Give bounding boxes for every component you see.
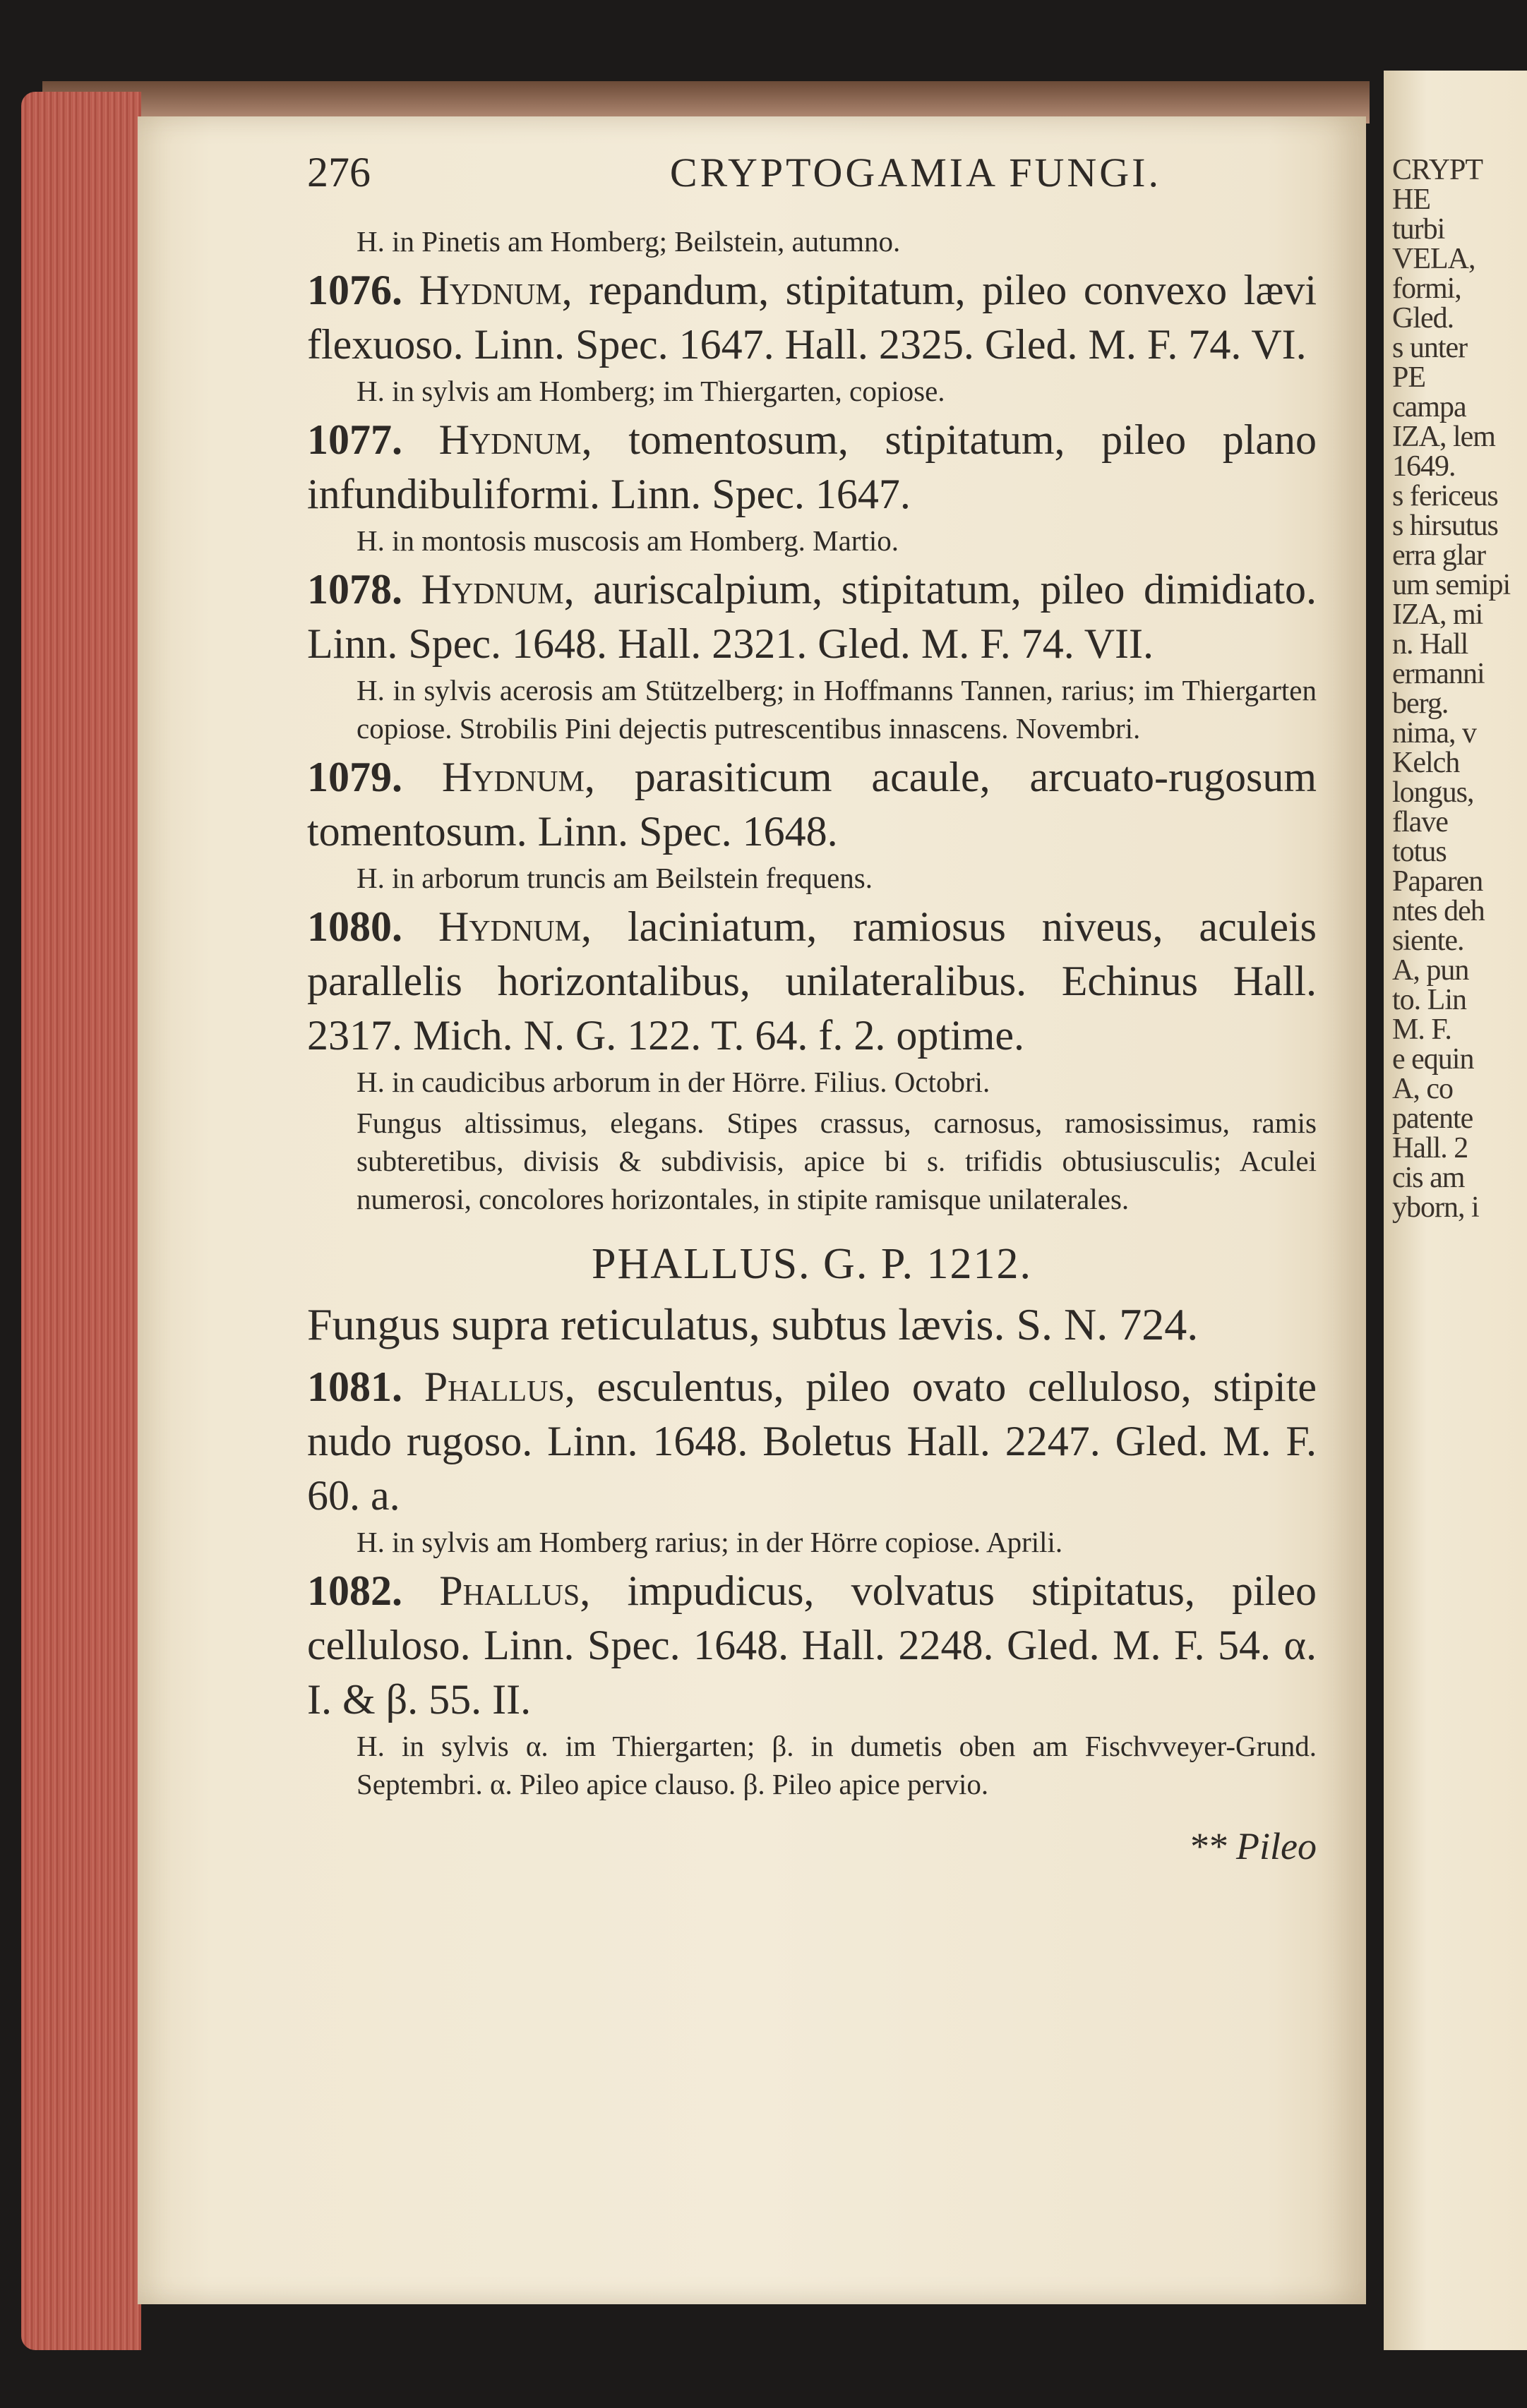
entry-text: repandum, stipitatum, pileo convexo lævi flexuoso. Linn. Spec. 1647. Hall. 2325. Gled. M. F. 74. VI. <box>307 267 1317 368</box>
entry-genus: Hydnum, <box>438 903 628 950</box>
facing-page <box>1384 71 1527 2350</box>
genus-heading: PHALLUS. G. P. 1212. <box>592 1240 1032 1288</box>
species-entry <box>307 750 1317 859</box>
entry-text: esculentus, pileo ovato celluloso, stipite nudo rugoso. Linn. 1648. Boletus Hall. 2247. Gled. M. F. 60. a. <box>307 1363 1317 1519</box>
page-content <box>307 148 1317 1868</box>
entry-text: parasiticum acaule, arcuato-rugosum tomentosum. Linn. Spec. 1648. <box>307 754 1317 855</box>
entry-number: 1082. <box>307 1567 440 1614</box>
species-entry <box>307 1360 1317 1523</box>
entry-number: 1076. <box>307 267 419 313</box>
entry-text: tomentosum, stipitatum, pileo plano infundibuliformi. Linn. Spec. 1647. <box>307 416 1317 517</box>
catchword: ** Pileo <box>1188 1825 1317 1867</box>
entry-number: 1080. <box>307 903 438 950</box>
species-entry <box>307 263 1317 372</box>
habitat-note: H. in caudicibus arborum in der Hörre. Filius. Octobri. <box>357 1066 990 1098</box>
species-entry <box>307 900 1317 1063</box>
running-title: CRYPTOGAMIA FUNGI. <box>669 150 1161 195</box>
entry-genus: Phallus, <box>439 1567 628 1614</box>
entry-genus: Hydnum, <box>438 416 629 463</box>
entry-number: 1079. <box>307 754 442 800</box>
habitat-note: H. in montosis muscosis am Homberg. Martio. <box>357 524 899 557</box>
species-entry <box>307 1564 1317 1727</box>
habitat-note: H. in sylvis am Homberg rarius; in der Hörre copiose. Aprili. <box>357 1526 1063 1558</box>
entry-genus: Hydnum, <box>441 754 635 800</box>
entry-text: impudicus, volvatus stipitatus, pileo celluloso. Linn. Spec. 1648. Hall. 2248. Gled. M. F. 54. α. I. & β. 55. II. <box>307 1567 1317 1723</box>
habitat-note: H. in arborum truncis am Beilstein frequens. <box>357 862 873 894</box>
entry-genus: Phallus, <box>424 1363 597 1410</box>
entry-text: auriscalpium, stipitatum, pileo dimidiato. Linn. Spec. 1648. Hall. 2321. Gled. M. F. 74. VII. <box>307 566 1317 667</box>
facing-page-text: CRYPT HE turbi VELA, formi, Gled. s unter PE campa IZA, lem 1649. s fericeus s hirsutus erra glar um semipi IZA, mi n. Hall ermanni berg. nima, v Kelch longus, flave totus Paparen ntes deh siente. A, pun to. Lin M. F. e equin A, co patente Hall. 2 cis am yborn, i <box>1392 154 1511 1224</box>
entry-number: 1077. <box>307 416 439 463</box>
habitat-note: H. in sylvis α. im Thiergarten; β. in dumetis oben am Fischvveyer-Grund. Septembri. α. Pileo apice clauso. β. Pileo apice pervio. <box>357 1730 1317 1800</box>
habitat-note: H. in Pinetis am Homberg; Beilstein, autumno. <box>357 225 901 258</box>
entry-number: 1081. <box>307 1363 424 1410</box>
entry-text: laciniatum, ramiosus niveus, aculeis parallelis horizontalibus, unilateralibus. Echinus Hall. 2317. Mich. N. G. 122. T. 64. f. 2. optime. <box>307 903 1317 1059</box>
species-entry <box>307 413 1317 522</box>
species-entry <box>307 562 1317 671</box>
entry-number: 1078. <box>307 566 421 613</box>
running-header <box>307 148 1317 197</box>
entry-genus: Hydnum, <box>421 566 594 613</box>
habitat-note: H. in sylvis acerosis am Stützelberg; in Hoffmanns Tannen, rarius; im Thiergarten copiose. Strobilis Pini dejectis putrescentibus innascens. Novembri. <box>357 674 1317 745</box>
habitat-note: H. in sylvis am Homberg; im Thiergarten, copiose. <box>357 375 945 407</box>
page-block-edge <box>21 92 141 2350</box>
text-blocks <box>307 222 1317 1803</box>
entry-genus: Hydnum, <box>419 267 589 313</box>
genus-description: Fungus supra reticulatus, subtus lævis. S. N. 724. <box>307 1299 1199 1349</box>
habitat-note: Fungus altissimus, elegans. Stipes crassus, carnosus, ramosissimus, ramis subteretibus, divisis & subdivisis, apice bi s. trifidis obtusiusculis; Aculei numerosi, concolores horizontales, in stipite ramisque unilaterales. <box>357 1107 1317 1215</box>
page-number: 276 <box>307 149 371 195</box>
